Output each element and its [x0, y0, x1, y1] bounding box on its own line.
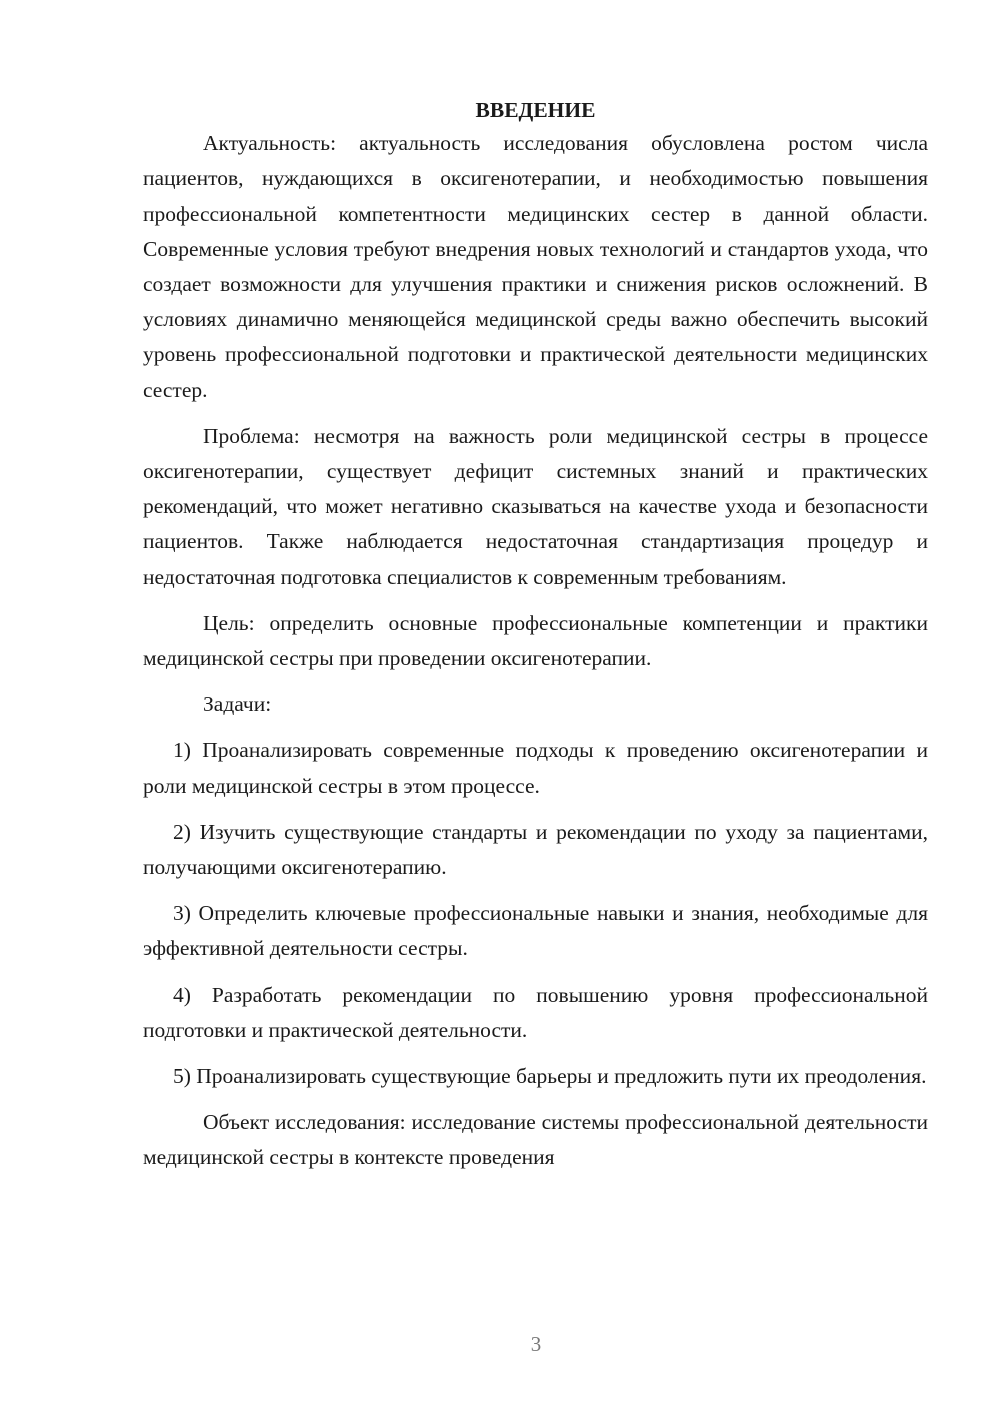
document-heading: ВВЕДЕНИЕ — [475, 98, 596, 122]
paragraph-problem: Проблема: несмотря на важность роли медицинской сестры в процессе оксигенотерапии, существует дефицит системных знаний и практических рекомендаций, что может негативно сказываться на качестве ухода и безопасности пациентов. Также наблюдается недостаточная стандартизация процедур и недостаточная подготовка специалистов к современным требованиям. — [143, 423, 928, 589]
task-item-1: 1) Проанализировать современные подходы к проведению оксигенотерапии и роли медицинской сестры в этом процессе. — [143, 738, 928, 798]
paragraph-goal: Цель: определить основные профессиональные компетенции и практики медицинской сестры при проведении оксигенотерапии. — [143, 610, 928, 671]
task-item-5: 5) Проанализировать существующие барьеры и предложить пути их преодоления. — [173, 1064, 927, 1089]
task-item-3: 3) Определить ключевые профессиональные навыки и знания, необходимые для эффективной деятельности сестры. — [143, 901, 928, 961]
paragraph-relevance: Актуальность: актуальность исследования обусловлена ростом числа пациентов, нуждающихся в оксигенотерапии, и необходимостью повышения профессиональной компетентности медицинских сестер в данной области. Современные условия требуют внедрения новых технологий и стандартов ухода, что создает возможности для улучшения практики и снижения рисков осложнений. В условиях динамично меняющейся медицинской среды важно обеспечить высокий уровень профессиональной подготовки и практической деятельности медицинских сестер. — [143, 131, 928, 402]
paragraph-tasks-label: Задачи: — [203, 692, 272, 717]
task-item-4: 4) Разработать рекомендации по повышению уровня профессиональной подготовки и практической деятельности. — [143, 982, 928, 1042]
paragraph-object: Объект исследования: исследование системы профессиональной деятельности медицинской сестры в контексте проведения — [143, 1110, 928, 1170]
page-number: 3 — [530, 1332, 542, 1356]
task-item-2: 2) Изучить существующие стандарты и рекомендации по уходу за пациентами, получающими оксигенотерапию. — [143, 819, 928, 880]
document-page — [143, 93, 928, 1187]
